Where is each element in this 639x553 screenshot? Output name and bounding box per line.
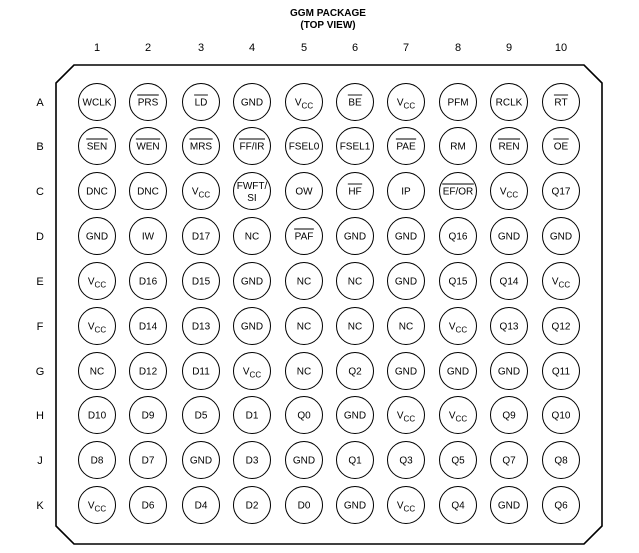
pin — [543, 308, 580, 345]
pin-label-sub: CC — [94, 280, 107, 290]
pin-label: DNC — [86, 186, 108, 198]
pin — [183, 84, 220, 121]
pin — [440, 84, 477, 121]
pin — [337, 173, 374, 210]
row-header: D — [36, 231, 44, 243]
row-header: C — [36, 186, 44, 198]
pin-label: PRS — [137, 97, 159, 109]
pin — [234, 397, 271, 434]
pin-label: NC — [296, 366, 312, 378]
pin — [234, 442, 271, 479]
pin — [286, 397, 323, 434]
pin — [234, 263, 271, 300]
pin — [388, 442, 425, 479]
pin — [543, 218, 580, 255]
pin — [183, 173, 220, 210]
pin — [79, 442, 116, 479]
pin-label-main: V — [396, 410, 404, 422]
pin — [543, 263, 580, 300]
pin — [79, 173, 116, 210]
pin — [130, 353, 167, 390]
pin-label: D7 — [141, 455, 155, 467]
pin — [440, 487, 477, 524]
pin-label: PAF — [294, 231, 314, 243]
pin-label-main: V — [551, 276, 559, 288]
pin-label: WEN — [136, 141, 160, 153]
pin-label-main: V — [87, 321, 95, 333]
pin-label: D10 — [87, 410, 107, 422]
pin-label: GND — [85, 231, 109, 243]
pin-label: PAE — [396, 141, 416, 153]
pin-label: RM — [450, 141, 466, 153]
pin — [286, 353, 323, 390]
pin-label: BE — [348, 97, 362, 109]
pin-label-sub: CC — [506, 190, 519, 200]
pin-label: GND — [292, 455, 316, 467]
pin-label: Q17 — [551, 186, 571, 198]
pin-label-sub: CC — [403, 101, 416, 111]
pin-label: GND — [497, 500, 521, 512]
pin — [130, 263, 167, 300]
pin — [286, 442, 323, 479]
pin — [79, 397, 116, 434]
package-subtitle: (TOP VIEW) — [300, 20, 356, 31]
pin-label-sub: CC — [249, 370, 262, 380]
pin — [183, 487, 220, 524]
pin — [286, 263, 323, 300]
pin-label: Q14 — [499, 276, 519, 288]
pin-label-line2: SI — [247, 193, 257, 204]
pin — [183, 442, 220, 479]
pin — [183, 263, 220, 300]
pin — [79, 84, 116, 121]
pin — [491, 218, 528, 255]
pin-label: GND — [497, 231, 521, 243]
pin — [491, 442, 528, 479]
pin-label-sub: CC — [403, 414, 416, 424]
pin — [491, 353, 528, 390]
pin-label: Q2 — [348, 366, 362, 378]
pin-label: D15 — [191, 276, 211, 288]
pin-label-main: V — [242, 366, 250, 378]
pin — [130, 128, 167, 165]
pin-label-main: V — [396, 500, 404, 512]
column-header: 3 — [197, 42, 205, 54]
pin-label: RT — [554, 97, 568, 109]
pin — [543, 442, 580, 479]
pin — [388, 263, 425, 300]
pin-label: D4 — [194, 500, 208, 512]
pin-label-sub: CC — [94, 325, 107, 335]
pin-label: D12 — [138, 366, 158, 378]
pin-label: GND — [394, 366, 418, 378]
pin-label: Q4 — [451, 500, 465, 512]
pin-label: Q12 — [551, 321, 571, 333]
pin — [234, 173, 271, 210]
pin-label: D5 — [194, 410, 208, 422]
pin-label-sub: CC — [455, 414, 468, 424]
pin — [491, 263, 528, 300]
pin — [491, 173, 528, 210]
column-header: 7 — [402, 42, 410, 54]
pin — [388, 308, 425, 345]
pin-label: D6 — [141, 500, 155, 512]
pin-label-main: V — [396, 97, 404, 109]
row-header: F — [36, 321, 44, 333]
pin — [286, 308, 323, 345]
pin-label: EF/OR — [442, 186, 474, 198]
pin-label: GND — [549, 231, 573, 243]
pin — [234, 84, 271, 121]
pin-label-sub: CC — [301, 101, 314, 111]
pin-label: Q0 — [297, 410, 311, 422]
pin — [491, 308, 528, 345]
pin — [440, 442, 477, 479]
row-header: G — [35, 366, 45, 378]
pin-label: Q15 — [448, 276, 468, 288]
pin-label: Q3 — [399, 455, 413, 467]
pin — [130, 173, 167, 210]
pin-label-main: V — [448, 321, 456, 333]
pin-label-sub: CC — [198, 190, 211, 200]
column-header: 6 — [351, 42, 359, 54]
pin-label: Q6 — [554, 500, 568, 512]
pin — [543, 353, 580, 390]
pin-label: NC — [347, 321, 363, 333]
column-header: 1 — [93, 42, 101, 54]
pin — [337, 397, 374, 434]
pin-label: FWFT/ — [236, 181, 268, 192]
pin — [130, 487, 167, 524]
pin-label: RCLK — [495, 97, 523, 109]
pin-label: REN — [498, 141, 520, 153]
column-header: 10 — [554, 42, 568, 54]
pin-label: Q16 — [448, 231, 468, 243]
row-headers — [36, 97, 45, 512]
pin-label: NC — [296, 321, 312, 333]
pin-label: Q9 — [502, 410, 516, 422]
pin-label-main: V — [499, 186, 507, 198]
pin-label: D0 — [297, 500, 311, 512]
pin-label: GND — [189, 455, 213, 467]
row-header: H — [36, 410, 44, 422]
column-headers — [94, 42, 567, 54]
column-header: 9 — [505, 42, 513, 54]
pin — [388, 218, 425, 255]
pin-label: D9 — [141, 410, 155, 422]
pin-label: D16 — [138, 276, 158, 288]
pin-label: D17 — [191, 231, 211, 243]
pin — [79, 353, 116, 390]
pin — [491, 397, 528, 434]
pin-label-sub: CC — [403, 504, 416, 514]
pin — [337, 308, 374, 345]
pin — [79, 487, 116, 524]
pin — [234, 218, 271, 255]
pin-label: OE — [553, 141, 569, 153]
pin — [79, 128, 116, 165]
pin — [234, 128, 271, 165]
pin-label: GND — [394, 276, 418, 288]
pin-label: Q13 — [499, 321, 519, 333]
pin-label: LD — [194, 97, 208, 109]
pin — [286, 173, 323, 210]
pin — [130, 218, 167, 255]
pin — [79, 263, 116, 300]
pin — [440, 128, 477, 165]
pin-label: D14 — [138, 321, 158, 333]
pin — [79, 308, 116, 345]
pin-label: D8 — [90, 455, 104, 467]
pin — [183, 353, 220, 390]
pin — [543, 487, 580, 524]
pin — [337, 353, 374, 390]
pin — [388, 397, 425, 434]
pin-label: Q7 — [502, 455, 516, 467]
pin — [183, 397, 220, 434]
pin — [286, 84, 323, 121]
pin — [337, 263, 374, 300]
column-header: 8 — [454, 42, 462, 54]
pin — [388, 173, 425, 210]
row-header: E — [36, 276, 44, 288]
pin-label: DNC — [137, 186, 159, 198]
pin-label: NC — [347, 276, 363, 288]
pin — [130, 308, 167, 345]
pin — [388, 487, 425, 524]
pin — [337, 218, 374, 255]
pin-label: NC — [244, 231, 260, 243]
pin-label-sub: CC — [94, 504, 107, 514]
pin-label-main: V — [87, 500, 95, 512]
pin-label-main: V — [87, 276, 95, 288]
pin-label: OW — [295, 186, 313, 198]
pin-label-main: V — [294, 97, 302, 109]
pin — [543, 128, 580, 165]
pin — [130, 397, 167, 434]
pin-label: FSEL0 — [288, 141, 320, 153]
pin — [286, 218, 323, 255]
pin-label: GND — [240, 321, 264, 333]
pin-label: NC — [296, 276, 312, 288]
pin-label-main: V — [448, 410, 456, 422]
pin — [183, 308, 220, 345]
pin-label: FSEL1 — [339, 141, 371, 153]
pin — [440, 173, 477, 210]
pin — [234, 353, 271, 390]
pin — [337, 442, 374, 479]
pin-label: D13 — [191, 321, 211, 333]
pin — [440, 308, 477, 345]
pin-label-sub: CC — [558, 280, 571, 290]
pin — [440, 397, 477, 434]
pin-label: PFM — [447, 97, 469, 109]
pin — [491, 128, 528, 165]
pin-label: GND — [343, 410, 367, 422]
pin — [388, 353, 425, 390]
pin — [491, 487, 528, 524]
pin — [130, 442, 167, 479]
pin-label: GND — [343, 500, 367, 512]
pin-label: GND — [240, 276, 264, 288]
row-header: K — [36, 500, 44, 512]
pin-label: GND — [497, 366, 521, 378]
pin — [337, 128, 374, 165]
pin-label: GND — [394, 231, 418, 243]
pin — [183, 128, 220, 165]
pin-label: NC — [398, 321, 414, 333]
pin-label: SEN — [86, 141, 108, 153]
pin — [183, 218, 220, 255]
pin-label: IP — [401, 186, 411, 198]
pin — [286, 128, 323, 165]
pin — [388, 128, 425, 165]
pin — [440, 218, 477, 255]
pin — [337, 84, 374, 121]
pin — [440, 263, 477, 300]
pin — [234, 487, 271, 524]
pin-label: GND — [343, 231, 367, 243]
column-header: 4 — [248, 42, 256, 54]
pin-label: D2 — [245, 500, 259, 512]
pin — [130, 84, 167, 121]
package-title: GGM PACKAGE — [290, 8, 366, 19]
pin — [543, 84, 580, 121]
column-header: 5 — [300, 42, 308, 54]
pin-label-main: V — [191, 186, 199, 198]
pin-label: GND — [240, 97, 264, 109]
pin — [491, 84, 528, 121]
pin-label: Q1 — [348, 455, 362, 467]
pin-label: GND — [446, 366, 470, 378]
pin-label: Q11 — [551, 366, 571, 378]
pin — [543, 173, 580, 210]
pin-label: Q10 — [551, 410, 571, 422]
pin-label: D3 — [245, 455, 259, 467]
pin — [79, 218, 116, 255]
pin — [337, 487, 374, 524]
pin — [286, 487, 323, 524]
pin-label: Q5 — [451, 455, 465, 467]
row-header: B — [36, 141, 44, 153]
pin-label: Q8 — [554, 455, 568, 467]
pin-label: D1 — [245, 410, 259, 422]
pin — [234, 308, 271, 345]
row-header: A — [36, 97, 44, 109]
column-header: 2 — [144, 42, 152, 54]
pin — [440, 353, 477, 390]
pin-label: NC — [89, 366, 105, 378]
pin-label: HF — [348, 186, 362, 198]
pin-label: IW — [141, 231, 155, 243]
pin-grid — [79, 84, 580, 524]
row-header: J — [37, 455, 43, 467]
pin — [543, 397, 580, 434]
pin — [388, 84, 425, 121]
pin-label: MRS — [189, 141, 213, 153]
pin-label: WCLK — [82, 97, 112, 109]
pin-label-sub: CC — [455, 325, 468, 335]
pin-label: FF/IR — [239, 141, 265, 153]
pin-label: D11 — [192, 366, 210, 378]
